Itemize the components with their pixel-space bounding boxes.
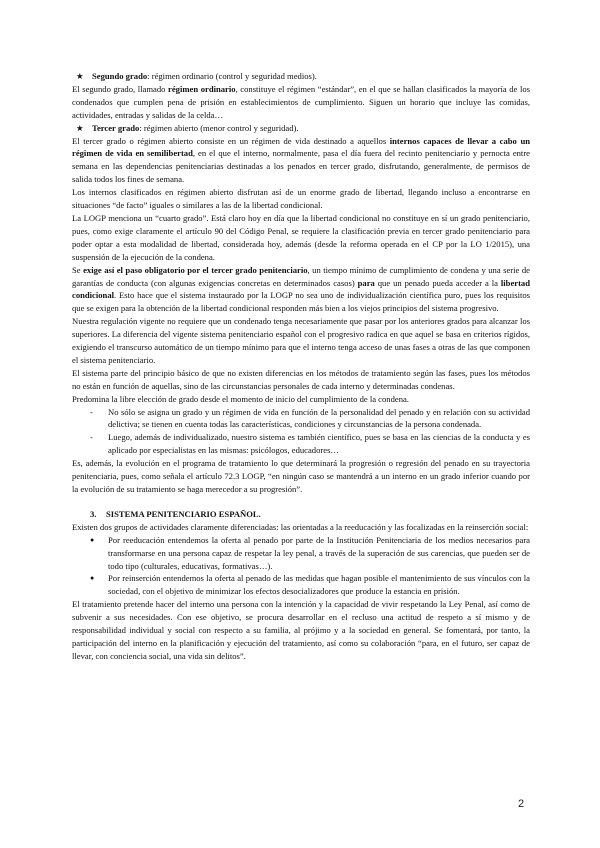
document-body: [72, 70, 530, 663]
list-item: [72, 406, 530, 432]
text: , en el que el interno, normalmente, pasa el día fuera del recinto penitenciario y pernocta entre semana en las dependencias penitenciarias destinadas a los penados en tercer grado, disfrutando, generalmente, de permisos de salida todos los fines de semana.: [72, 148, 530, 185]
list-item-text: Por reinserción entendemos la oferta al penado de las medidas que hagan posible el mantenimiento de sus vínculos con la sociedad, con el objetivo de minimizar los efectos desocializadores que produce la estancia en prisión.: [108, 573, 530, 597]
term: Tercer grado: [92, 122, 140, 133]
paragraph: [72, 83, 530, 122]
text: Se: [72, 264, 84, 275]
bullet-segundo-grado: [72, 70, 530, 83]
list-item: [72, 534, 530, 573]
section-heading: [72, 508, 530, 521]
section-title: SISTEMA PENITENCIARIO ESPAÑOL.: [106, 508, 261, 519]
paragraph: La LOGP menciona un “cuarto grado”. Está claro hoy en día que la libertad condicional no constituye en sí un grado penitenciario, pues, como exige claramente el artículo 90 del Código Penal, se requiere la clasificación previa en tercer grado penitenciario para poder optar a esta modalidad de libertad, considerada hoy, además (desde la reforma operada en el CP por la LO 1/2015), una suspensión de la ejecución de la condena.: [72, 212, 530, 262]
paragraph: Nuestra regulación vigente no requiere que un condenado tenga necesariamente que pasar por los anteriores grados para alcanzar los superiores. La diferencia del vigente sistema penitenciario español con el progresivo radica en que aquel se basa en criterios rígidos, exigiendo el transcurso automático de un tiempo mínimo para que el interno tenga acceso de unas fases a otras de las que componen el sistema penitenciario.: [72, 316, 530, 365]
text: , constituye el régimen “estándar”, en el que se hallan clasificados la mayoría de los condenados que cumplen pena de prisión en establecimientos de cumplimiento. Siguen un horario que incluye las comidas, actividades, entradas y salidas de la celda…: [72, 83, 530, 120]
bold-text: exige así el paso obligatorio por el tercer grado penitenciario: [83, 264, 308, 275]
text: El tercer grado o régimen abierto consiste en un régimen de vida destinado a aquellos: [72, 135, 390, 146]
section-number: 3.: [90, 508, 97, 519]
text: : régimen abierto (menor control y seguridad).: [139, 122, 299, 133]
dash-list: [72, 406, 530, 458]
paragraph: [72, 135, 530, 187]
paragraph: Predomina la libre elección de grado desde el momento de inicio del cumplimiento de la condena.: [72, 393, 409, 404]
star-icon: ★: [76, 122, 84, 133]
list-item-text: Por reeducación entendemos la oferta al penado por parte de la Institución Penitenciaria de los medios necesarios para transformarse en una persona capaz de respetar la ley penal, a través de la superación de sus carencias, que pueden ser de todo tipo (culturales, educativas, formativas…).: [108, 534, 530, 571]
paragraph: Los internos clasificados en régimen abierto disfrutan así de un enorme grado de libertad, llegando incluso a encontrarse en situaciones “de facto” iguales o similares a las de la libertad condicional.: [72, 187, 530, 211]
text: : régimen ordinario (control y seguridad medios).: [147, 71, 317, 81]
paragraph: El tratamiento pretende hacer del interno una persona con la intención y la capacidad de vivir respetando la Ley Penal, así como de subvenir a sus necesidades. Con ese objetivo, se procura desarrollar en el recluso una actitud de respeto a sí mismo y de responsabilidad individual y social con respecto a su familia, al prójimo y a la sociedad en general. Se fomentará, por tanto, la participación del interno en la planificación y ejecución del tratamiento, así como su colaboración “para, en el futuro, ser capaz de llevar, con conciencia social, una vida sin delitos”.: [72, 599, 530, 661]
bullet-icon: ●: [90, 535, 95, 544]
bullet-icon: ●: [90, 574, 95, 583]
list-item-text: Luego, además de individualizado, nuestro sistema es también científico, pues se basa en las ciencias de la conducta y es aplicado por especialistas en las mismas: psicólogos, educadores…: [108, 432, 530, 456]
text: que un penado pueda acceder a la: [374, 277, 501, 288]
paragraph: Es, además, la evolución en el programa de tratamiento lo que determinará la progresión o regresión del penado en su trayectoria penitenciaria, pues, como señala el artículo 72.3 LOGP, “en ningún caso se mantendrá a un interno en un grado inferior cuando por la evolución de su tratamiento se haga merecedor a su progresión”.: [72, 458, 530, 494]
text: , un tiempo mínimo de cumplimiento de condena y una serie de garantías de conducta (con algunas exigencias concretas en determinados casos): [72, 264, 530, 288]
dot-list: [72, 534, 530, 599]
bold-text: para: [357, 277, 375, 288]
list-item-text: No sólo se asigna un grado y un régimen de vida en función de la personalidad del penado y en relación con su actividad delictiva; se tienen en cuenta todas las características, condiciones y circunstancias de la persona condenada.: [108, 406, 530, 430]
paragraph: El sistema parte del principio básico de que no existen diferencias en los métodos de tratamiento según las fases, pues los métodos no están en función de aquellas, sino de las circunstancias personales de cada interno y determinadas condenas.: [72, 367, 530, 391]
list-item: [72, 431, 530, 457]
list-item: [72, 572, 530, 598]
bold-text: régimen ordinario: [168, 83, 236, 94]
dash-marker: -: [90, 432, 93, 443]
text: . Esto hace que el sistema instaurado por la LOGP no sea uno de individualización científica puro, pues los requisitos que se exigen para la obtención de la libertad condicional responden más bien a los viejos principios del sistema progresivo.: [72, 290, 530, 314]
paragraph: Existen dos grupos de actividades claramente diferenciadas: las orientadas a la reeducación y las focalizadas en la reinserción social:: [72, 521, 529, 532]
paragraph: [72, 264, 530, 316]
term: Segundo grado: [92, 71, 148, 81]
page-number: 2: [518, 798, 525, 810]
text: El segundo grado, llamado: [72, 83, 169, 94]
bold-text: libertad condicional: [72, 277, 531, 301]
bullet-tercer-grado: [72, 122, 530, 135]
star-icon: ★: [76, 71, 84, 81]
dash-marker: -: [90, 406, 93, 417]
bold-text: internos capaces de llevar a cabo un régimen de vida en semilibertad: [72, 135, 531, 159]
